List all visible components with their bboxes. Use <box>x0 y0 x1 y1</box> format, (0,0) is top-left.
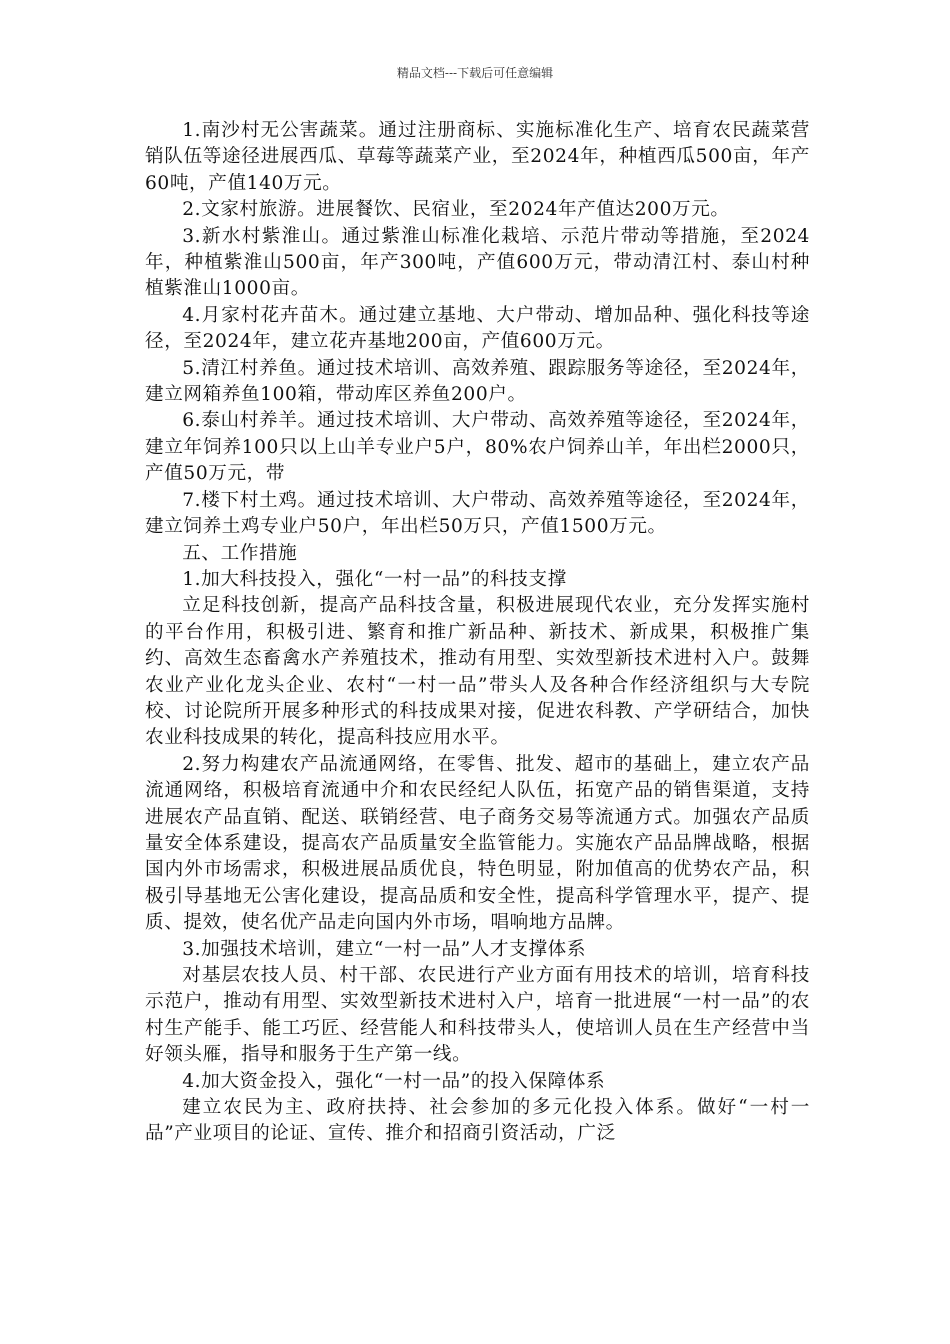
subheading-funding-investment: 4.加大资金投入，强化“一村一品”的投入保障体系 <box>182 1070 606 1092</box>
section-heading-work-measures: 五、工作措施 <box>182 542 298 564</box>
paragraph-funding-details: 建立农民为主、政府扶持、社会参加的多元化投入体系。做好“一村一品”产业项目的论证、宣传、推介和招商引资活动，广泛 <box>145 1097 810 1145</box>
paragraph-tech-innovation: 立足科技创新，提高产品科技含量，积极进展现代农业，充分发挥实施村的平台作用，积极引进、繁育和推广新品种、新技术、新成果，积极推广集约、高效生态畜禽水产养殖技术，推动有用型、实效型新技术进村入户。鼓舞农业产业化龙头企业、农村“一村一品”带头人及各种合作经济组织与大专院校、讨论院所开展多种形式的科技成果对接，促进农科教、产学研结合，加快农业科技成果的转化，提高科技应用水平。 <box>145 595 810 749</box>
paragraph-qingjiang-fish: 5.清江村养鱼。通过技术培训、高效养殖、跟踪服务等途径，至2024年，建立网箱养鱼100箱，带动库区养鱼200户。 <box>145 357 810 406</box>
subheading-tech-investment: 1.加大科技投入，强化“一村一品”的科技支撑 <box>182 568 567 590</box>
paragraph-training-details: 对基层农技人员、村干部、农民进行产业方面有用技术的培训，培育科技示范户，推动有用型、实效型新技术进村入户，培育一批进展“一村一品”的农村生产能手、能工巧匠、经营能人和科技带头人，使培训人员在生产经营中当好领头雁，指导和服务于生产第一线。 <box>145 965 810 1066</box>
paragraph-yuejia-flowers: 4.月家村花卉苗木。通过建立基地、大户带动、增加品种、强化科技等途径，至2024年，建立花卉基地200亩，产值600万元。 <box>145 304 810 353</box>
document-body <box>145 118 810 1148</box>
paragraph-wenjia-tourism: 2.文家村旅游。进展餐饮、民宿业，至2024年产值达200万元。 <box>182 199 730 221</box>
page-header: 精品文档---下载后可任意编辑 <box>396 66 554 80</box>
paragraph-taishan-goats: 6.泰山村养羊。通过技术培训、大户带动、高效养殖等途径，至2024年，建立年饲养100只以上山羊专业户5户，80%农户饲养山羊，年出栏2000只，产值50万元，带 <box>145 410 810 485</box>
subheading-technical-training: 3.加强技术培训，建立“一村一品”人才支撑体系 <box>182 938 587 960</box>
paragraph-louxia-chicken: 7.楼下村土鸡。通过技术培训、大户带动、高效养殖等途径，至2024年，建立饲养土鸡专业户50户，年出栏50万只，产值1500万元。 <box>145 489 810 538</box>
paragraph-nansha-vegetables: 1.南沙村无公害蔬菜。通过注册商标、实施标准化生产、培育农民蔬菜营销队伍等途径进展西瓜、草莓等蔬菜产业，至2024年，种植西瓜500亩，年产60吨，产值140万元。 <box>145 120 810 194</box>
paragraph-distribution-network: 2.努力构建农产品流通网络，在零售、批发、超市的基础上，建立农产品流通网络，积极培育流通中介和农民经纪人队伍，拓宽产品的销售渠道，支持进展农产品直销、配送、联销经营、电子商务交易等流通方式。加强农产品质量安全体系建设，提高农产品质量安全监管能力。实施农产品品牌战略，根据国内外市场需求，积极进展品质优良，特色明显，附加值高的优势农产品，积极引导基地无公害化建设，提高品质和安全性，提高科学管理水平，提产、提质、提效，使名优产品走向国内外市场，唱响地方品牌。 <box>145 753 810 934</box>
paragraph-xinshui-yam: 3.新水村紫淮山。通过紫淮山标准化栽培、示范片带动等措施，至2024年，种植紫淮山500亩，年产300吨，产值600万元，带动清江村、泰山村种植紫淮山1000亩。 <box>145 225 810 300</box>
